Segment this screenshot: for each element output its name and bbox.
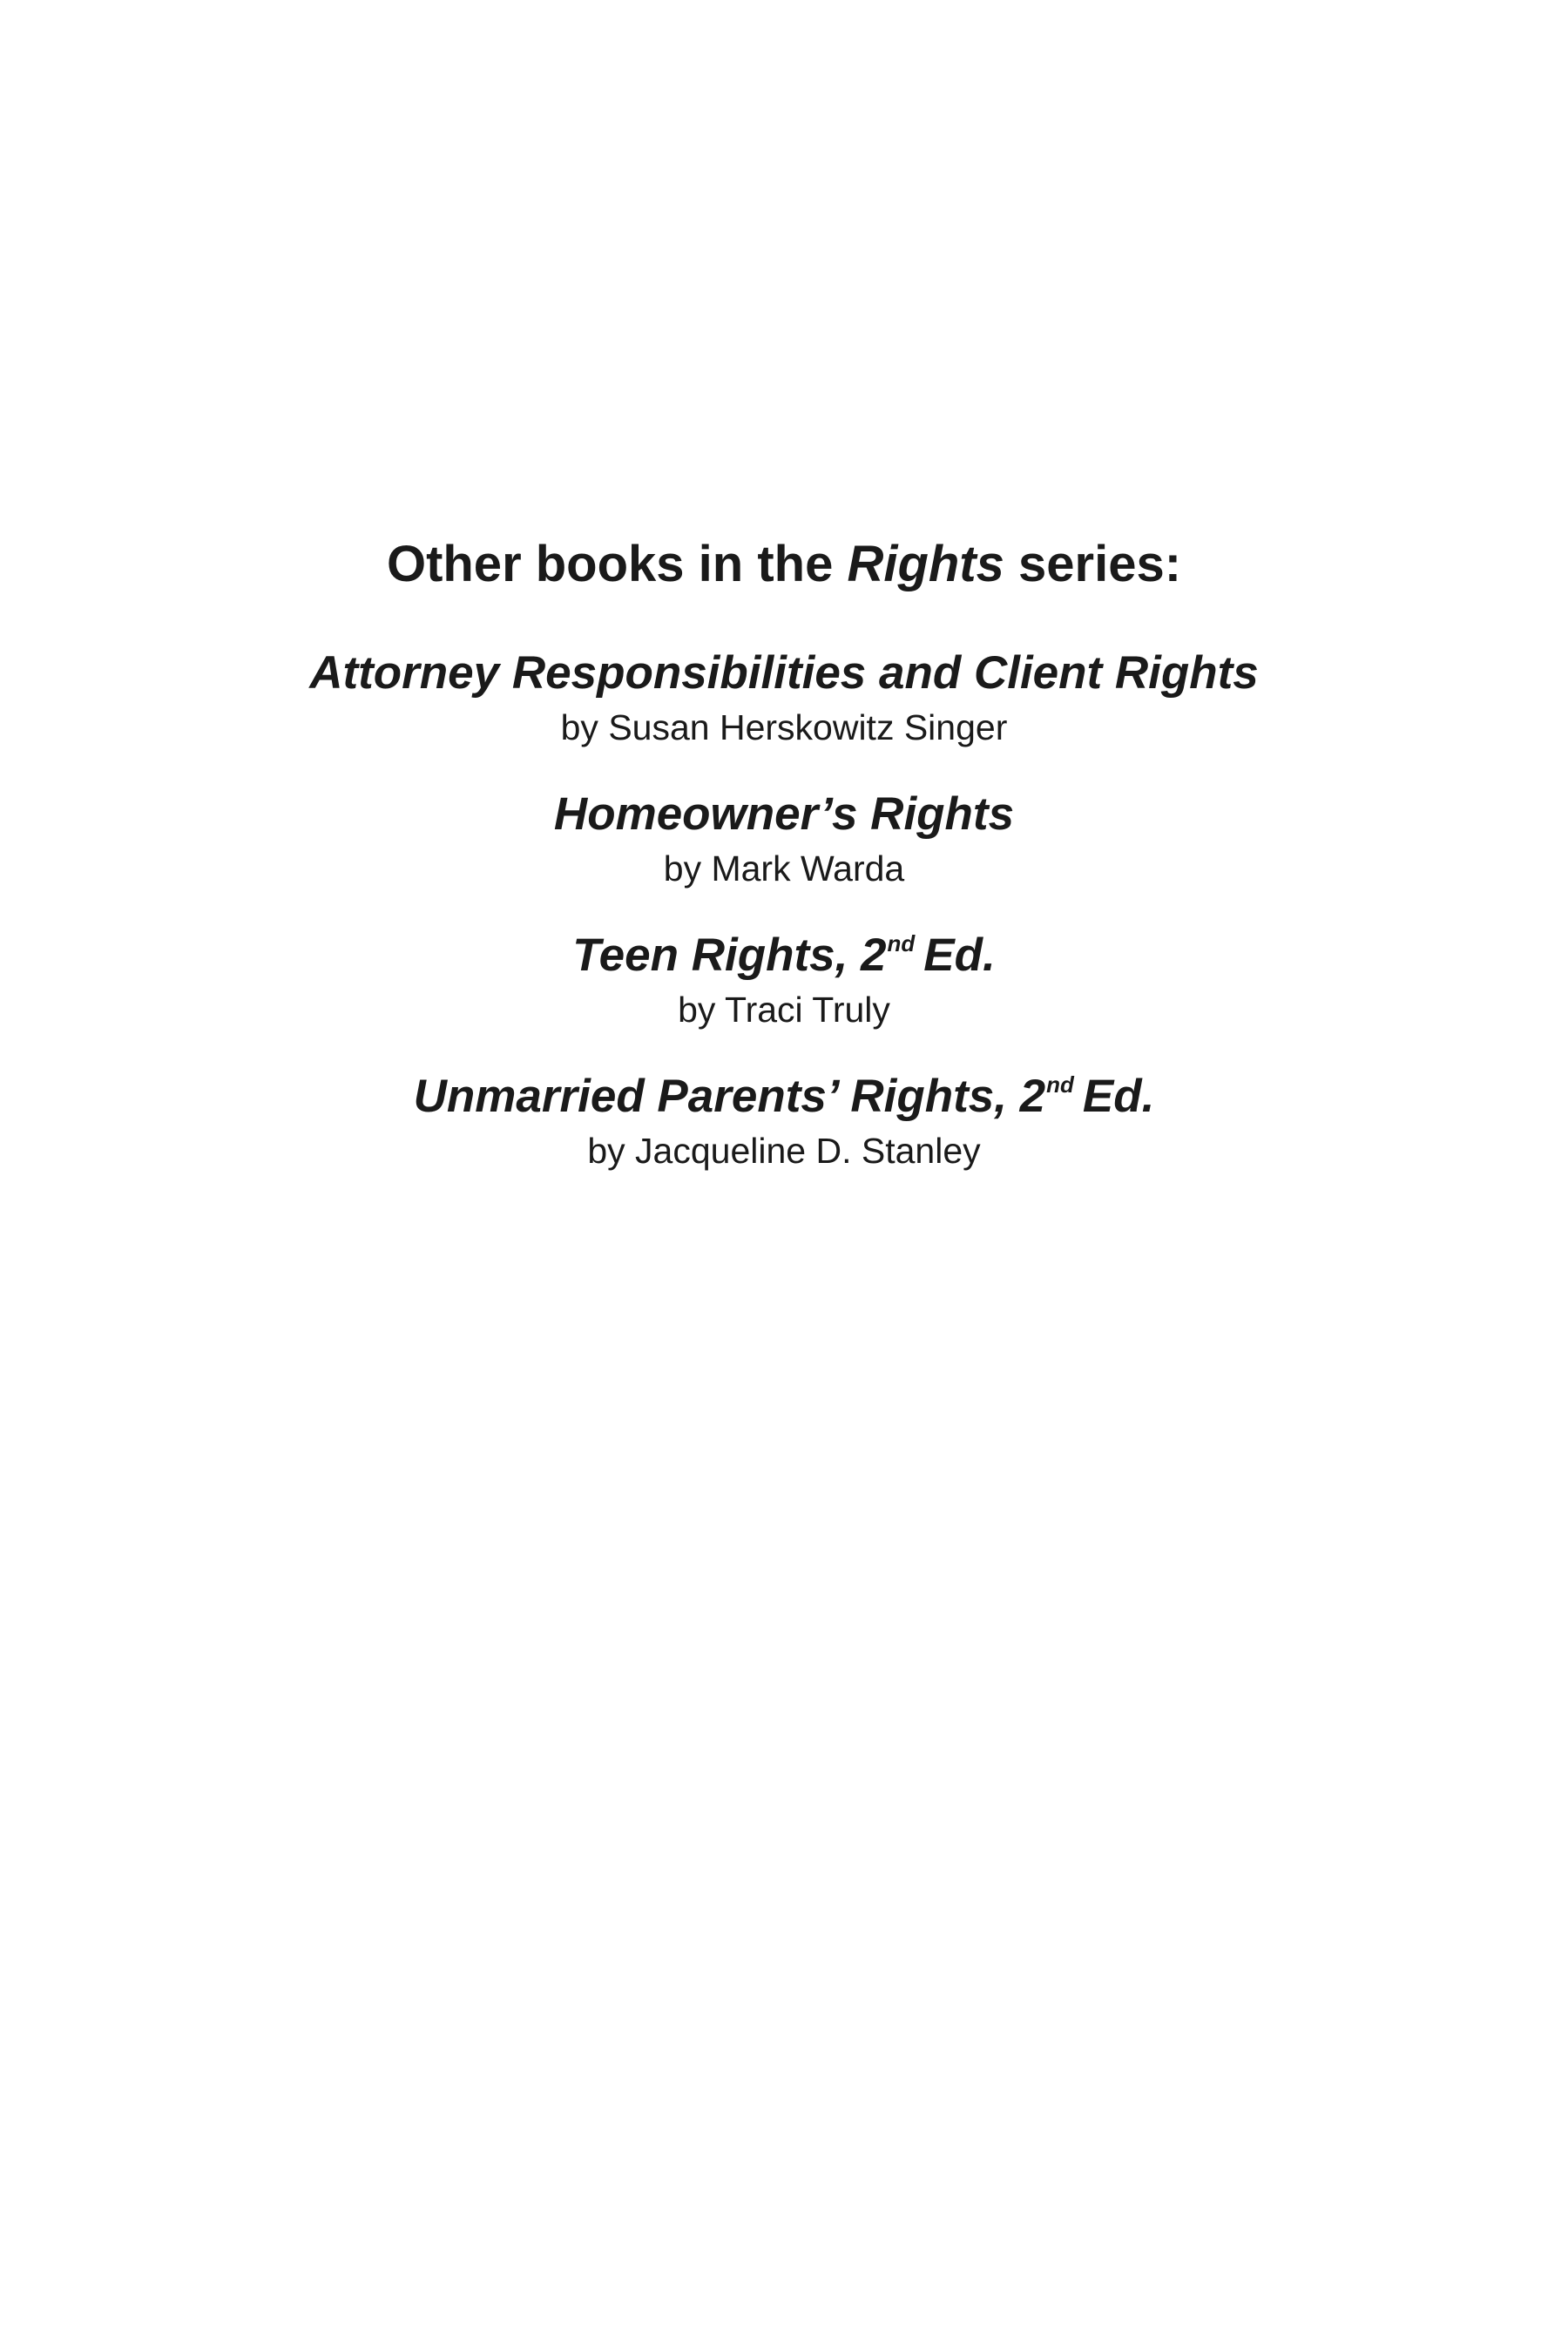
book-entry-teen — [0, 925, 1568, 1033]
book-title-ordinal: nd — [1046, 1071, 1074, 1098]
book-author: by Traci Truly — [678, 990, 890, 1030]
book-list-section — [0, 530, 1568, 1207]
book-entry-attorney — [0, 643, 1568, 751]
book-author: by Mark Warda — [663, 848, 905, 889]
book-title — [0, 925, 1568, 986]
series-heading — [0, 530, 1568, 599]
book-title: Homeowner’s Rights — [553, 788, 1015, 840]
heading-prefix: Other books in the — [386, 536, 834, 592]
book-author: by Susan Herskowitz Singer — [560, 707, 1008, 747]
book-title — [0, 1066, 1568, 1127]
heading-series-name: Rights — [847, 536, 1004, 592]
book-title-ordinal: nd — [887, 930, 916, 956]
book-title-main: Unmarried Parents’ Rights, 2 — [413, 1071, 1046, 1122]
heading-suffix: series: — [1018, 536, 1182, 592]
book-title-edition: Ed. — [923, 929, 996, 981]
book-author: by Jacqueline D. Stanley — [587, 1131, 981, 1171]
book-title-main: Teen Rights, 2 — [572, 929, 887, 981]
book-entry-homeowner — [0, 784, 1568, 892]
book-title: Attorney Responsibilities and Client Rights — [309, 647, 1259, 699]
book-entry-unmarried-parents — [0, 1066, 1568, 1174]
book-title-edition: Ed. — [1082, 1071, 1155, 1122]
